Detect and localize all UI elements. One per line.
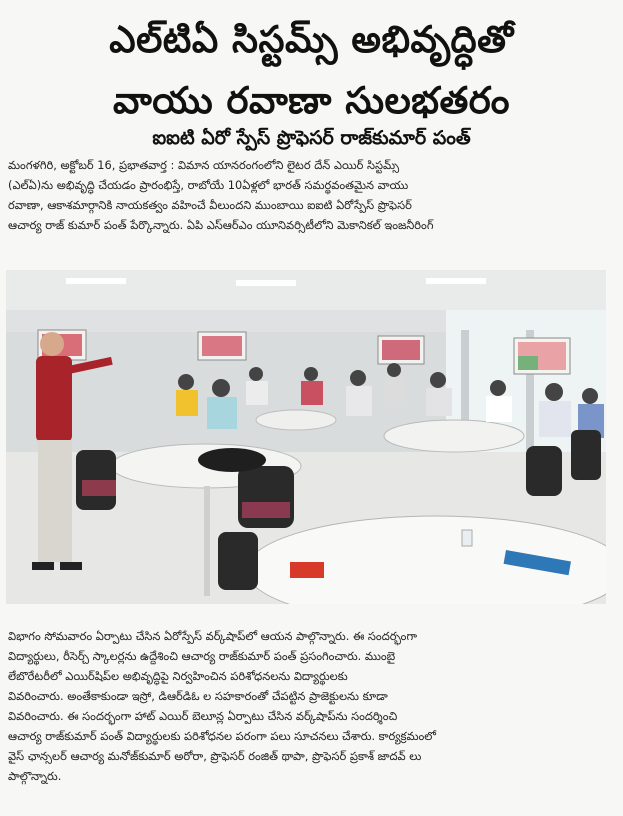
lead-line: (ఎల్ఏ)ను అభివృద్ధి చేయడం ప్రారంభిస్తే, రాబోయే 10ఏళ్లలో భారత్ సమర్థవంతమైన వాయు bbox=[8, 178, 409, 192]
continuation-line: వైస్ ఛాన్సలర్ ఆచార్య మనోజ్‌కుమార్ అరోరా, ప్రొఫెసర్ రంజిత్ థాపా, ప్రొఫెసర్ ప్రకాశ్ జాదవ్ లు bbox=[8, 749, 422, 763]
article-continuation bbox=[8, 626, 613, 786]
lead-line: రవాణా, ఆకాశమార్గానికి నాయకత్వం వహించే వీలుందని ముంబాయి ఐఐటి ఏరోస్పేస్ ప్రొఫెసర్ bbox=[8, 198, 412, 212]
lead-line: మంగళగిరి, అక్టోబర్ 16, ప్రభాతవార్త : విమాన యానరంగంలోని లైటర దేన్ ఎయిర్ సిస్టమ్స్ bbox=[8, 158, 400, 172]
lead-line: ఆచార్య రాజ్ కుమార్ పంత్ పేర్కొన్నారు. ఏపి ఎస్ఆర్ఎం యూనివర్సిటీలోని మెకానికల్ ఇంజనీరింగ్ bbox=[8, 218, 434, 232]
headline-line-2: వాయు రవాణా సులభతరం bbox=[113, 79, 510, 122]
continuation-line: లేబొరేటరీలో ఎయిర్‌షిప్‌ల అభివృద్ధిపై నిర్వహించిన పరిశోధనలను విద్యార్థులకు bbox=[8, 669, 348, 683]
continuation-line: పాల్గొన్నారు. bbox=[8, 769, 62, 783]
workshop-photo bbox=[6, 270, 606, 604]
headline-line-1: ఎల్‌టిఏ సిస్టమ్స్ అభివృద్ధితో bbox=[109, 18, 514, 61]
classroom-scene-illustration bbox=[6, 270, 606, 604]
continuation-line: వివరించారు. ఈ సందర్భంగా హాట్ ఎయిర్ బెలూన్ల ఏర్పాటు చేసిన వర్క్‌షాప్‌ను సందర్శించి bbox=[8, 709, 398, 723]
continuation-line: విద్యార్థులు, రీసెర్చ్ స్కాలర్లను ఉద్దేశించి ఆచార్య రాజ్‌కుమార్ పంత్ ప్రసంగించారు. ముంబై bbox=[8, 649, 396, 663]
subheadline: ఐఐటి ఏరో స్పేస్ ప్రొఫెసర్ రాజ్‌కుమార్ పంత్ bbox=[152, 127, 471, 149]
continuation-line: వివరించారు. అంతేకాకుండా ఇస్రో, డిఆర్‌డిఓ ల సహకారంతో చేపట్టిన ప్రాజెక్టులను కూడా bbox=[8, 689, 388, 703]
continuation-line: ఆచార్య రాజ్‌కుమార్ పంత్ విద్యార్థులకు పరిశోధనల పరంగా పలు సూచనలు చేశారు. కార్యక్రమంలో bbox=[8, 729, 437, 743]
article-lead bbox=[8, 155, 613, 235]
continuation-line: విభాగం సోమవారం ఏర్పాటు చేసిన ఏరోస్పేస్ వర్క్‌షాప్‌లో ఆయన పాల్గొన్నారు. ఈ సందర్భంగా bbox=[8, 629, 417, 643]
